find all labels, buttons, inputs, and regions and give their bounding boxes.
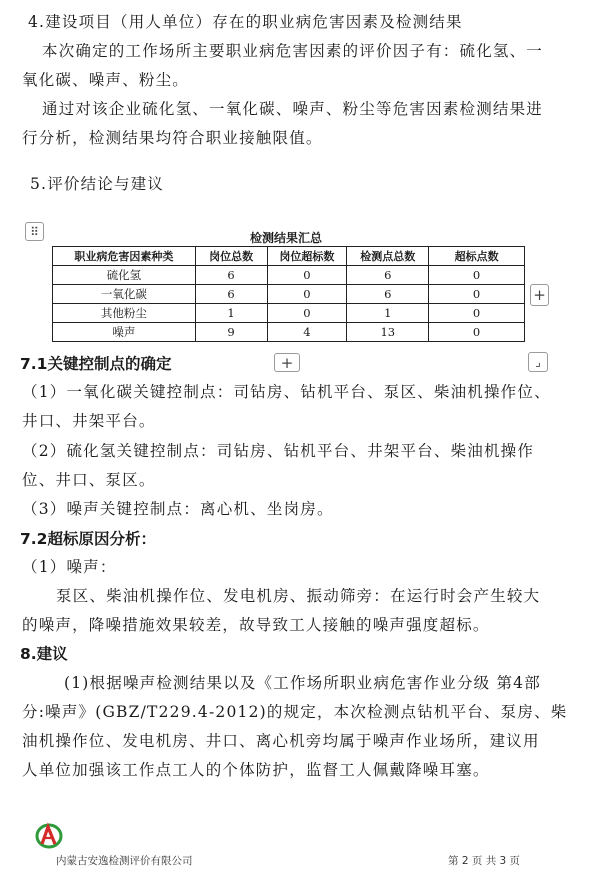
table-move-handle[interactable]	[25, 222, 44, 241]
section71-heading: 7.1关键控制点的确定	[20, 355, 172, 373]
footer-page-number: 第 2 页 共 3 页	[448, 855, 521, 867]
section8-line1: (1)根据噪声检测结果以及《工作场所职业病危害作业分级 第4部	[64, 674, 541, 692]
table-header-cell: 超标点数	[429, 247, 525, 266]
table-cell: 0	[267, 285, 347, 304]
section8-line2: 分:噪声》(GBZ/T229.4-2012)的规定，本次检测点钻机平台、泵房、柴	[22, 703, 568, 721]
table-header-row	[53, 247, 525, 266]
section4-para2-line2: 行分析，检测结果均符合职业接触限值。	[22, 129, 323, 147]
table-resize-handle[interactable]	[528, 352, 548, 372]
table-header-cell: 职业病危害因素种类	[53, 247, 196, 266]
table-cell: 9	[195, 323, 267, 342]
table-row	[53, 285, 525, 304]
table-cell: 1	[195, 304, 267, 323]
section8-heading: 8.建议	[20, 645, 68, 663]
add-row-button[interactable]	[274, 353, 300, 372]
table-cell: 0	[429, 323, 525, 342]
table-header-cell: 检测点总数	[347, 247, 429, 266]
table-cell: 其他粉尘	[53, 304, 196, 323]
section4-para1-line2: 氧化碳、噪声、粉尘。	[22, 71, 190, 89]
table-row	[53, 266, 525, 285]
resize-corner-icon: ⌟	[535, 355, 541, 369]
plus-icon: +	[533, 286, 546, 304]
section4-para2-line1: 通过对该企业硫化氢、一氧化碳、噪声、粉尘等危害因素检测结果进	[42, 100, 544, 118]
table-cell: 硫化氢	[53, 266, 196, 285]
table-cell: 6	[195, 266, 267, 285]
table-cell: 4	[267, 323, 347, 342]
section72-para-line1: 泵区、柴油机操作位、发电机房、振动筛旁：在运行时会产生较大	[56, 587, 541, 605]
section8-line4: 人单位加强该工作点工人的个体防护，监督工人佩戴降噪耳塞。	[22, 761, 490, 779]
table-cell: 1	[347, 304, 429, 323]
table-row	[53, 304, 525, 323]
section71-item1-line1: （1）一氧化碳关键控制点：司钻房、钻机平台、泵区、柴油机操作位、	[22, 383, 551, 401]
plus-icon: +	[280, 353, 294, 372]
section4-heading: 4.建设项目（用人单位）存在的职业病危害因素及检测结果	[28, 13, 463, 31]
section72-heading: 7.2超标原因分析：	[20, 530, 156, 548]
summary-table	[52, 246, 525, 342]
section72-para-line2: 的噪声，降噪措施效果较差，故导致工人接触的噪声强度超标。	[22, 616, 490, 634]
table-cell: 6	[347, 266, 429, 285]
section71-item1-line2: 井口、井架平台。	[22, 412, 156, 430]
table-cell: 0	[267, 304, 347, 323]
table-cell: 6	[195, 285, 267, 304]
section71-item2-line2: 位、井口、泵区。	[22, 471, 156, 489]
table-header-cell: 岗位总数	[195, 247, 267, 266]
company-logo-icon	[34, 822, 64, 850]
table-cell: 6	[347, 285, 429, 304]
section71-item2-line1: （2）硫化氢关键控制点：司钻房、钻机平台、井架平台、柴油机操作	[22, 442, 535, 460]
table-cell: 0	[429, 285, 525, 304]
table-cell: 0	[429, 266, 525, 285]
table-cell: 13	[347, 323, 429, 342]
table-row	[53, 323, 525, 342]
table-title: 检测结果汇总	[250, 231, 323, 245]
table-cell: 噪声	[53, 323, 196, 342]
drag-grip-icon: ⠿	[30, 224, 39, 239]
section8-line3: 油机操作位、发电机房、井口、离心机旁均属于噪声作业场所，建议用	[22, 732, 540, 750]
table-cell: 0	[429, 304, 525, 323]
section71-item3: （3）噪声关键控制点：离心机、坐岗房。	[22, 500, 334, 518]
table-header-cell: 岗位超标数	[267, 247, 347, 266]
add-column-button[interactable]	[530, 284, 549, 306]
section5-heading: 5.评价结论与建议	[30, 175, 165, 193]
section4-para1-line1: 本次确定的工作场所主要职业病危害因素的评价因子有：硫化氢、一	[42, 42, 544, 60]
footer-company: 内蒙古安逸检测评价有限公司	[56, 855, 193, 867]
section72-item1: （1）噪声：	[22, 558, 117, 576]
table-cell: 一氧化碳	[53, 285, 196, 304]
table-cell: 0	[267, 266, 347, 285]
